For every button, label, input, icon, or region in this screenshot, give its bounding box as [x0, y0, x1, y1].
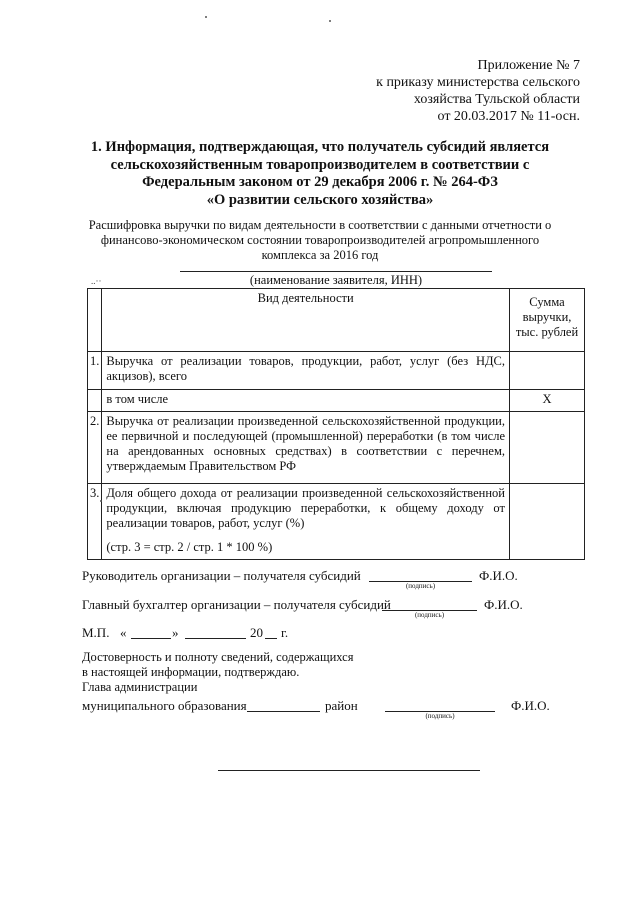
- table-row: [88, 390, 585, 412]
- confirmation-line: Глава администрации: [82, 680, 198, 694]
- subtitle-line: комплекса за 2016 год: [261, 248, 379, 262]
- appendix-line: хозяйства Тульской области: [413, 92, 580, 107]
- municipality-label: муниципального образования: [82, 698, 247, 713]
- confirmation-line: в настоящей информации, подтверждаю.: [82, 665, 300, 679]
- row-number: 2.: [88, 412, 102, 484]
- accountant-signature-hint: (подпись): [414, 611, 445, 619]
- head-admin-signature-hint: (подпись): [425, 712, 455, 720]
- date-year-prefix: 20: [250, 625, 263, 640]
- table-header-row: [88, 289, 585, 352]
- applicant-name-line[interactable]: [180, 271, 492, 272]
- scan-dots: ..··: [91, 276, 102, 286]
- header-activity: Вид деятельности: [102, 289, 510, 352]
- row-formula: (стр. 3 = стр. 2 / стр. 1 * 100 %): [106, 540, 273, 554]
- amount-cell[interactable]: [510, 412, 585, 484]
- table-row: [88, 352, 585, 390]
- row-text: в том числе: [102, 390, 510, 412]
- appendix-line: к приказу министерства сельского: [376, 75, 580, 90]
- document-title: [70, 139, 570, 209]
- document-subtitle: [70, 218, 570, 263]
- row-number: [88, 390, 102, 412]
- date-day-line[interactable]: [131, 638, 171, 639]
- title-line: сельскохозяйственным товаропроизводителем в соответствии с: [110, 156, 530, 173]
- confirmation-line: Достоверность и полноту сведений, содержащихся: [82, 650, 354, 664]
- amount-cell[interactable]: [510, 352, 585, 390]
- district-label: район: [325, 698, 358, 713]
- header-amount: Сумма выручки, тыс. рублей: [510, 289, 585, 352]
- date-year-suffix: г.: [281, 625, 289, 640]
- confirmation-block: [82, 650, 353, 695]
- amount-cell: X: [510, 390, 585, 412]
- accountant-fio: Ф.И.О.: [484, 597, 523, 612]
- appendix-line: Приложение № 7: [477, 58, 580, 73]
- date-year-line[interactable]: [265, 638, 277, 639]
- head-fio: Ф.И.О.: [479, 568, 518, 583]
- amount-cell[interactable]: [510, 484, 585, 560]
- row-text: Доля общего дохода от реализации произведенной сельскохозяйственной продукции, включая продукцию переработки, к общему доходу от реализации товаров, работ, услуг (%): [106, 486, 505, 530]
- subtitle-line: финансово-экономическом состоянии товаропроизводителей агропромышленного: [100, 233, 540, 247]
- title-line: 1. Информация, подтверждающая, что получатель субсидий является: [90, 139, 550, 155]
- header-num-cell: [88, 289, 102, 352]
- appendix-block: [376, 57, 580, 125]
- row-number: 3.: [88, 484, 102, 560]
- table-row: [88, 484, 585, 560]
- accountant-signature-label: Главный бухгалтер организации – получателя субсидий: [82, 597, 391, 612]
- title-line: «О развитии сельского хозяйства»: [206, 191, 434, 208]
- stamp-label: М.П.: [82, 625, 110, 640]
- head-signature-hint: (подпись): [405, 582, 436, 590]
- row-text: Выручка от реализации произведенной сельскохозяйственной продукции, ее первичной и последующей (промышленной) переработки (в том числе на арендованных основных средствах) в соответствии с перечнем, утверждаемым Правительством РФ: [102, 412, 510, 484]
- bottom-divider: [218, 770, 480, 771]
- scan-speck: [329, 20, 331, 22]
- row-number: 1.: [88, 352, 102, 390]
- date-quote-close: »: [172, 625, 179, 640]
- scan-speck: [100, 500, 102, 502]
- municipality-name-line[interactable]: [247, 711, 320, 712]
- subtitle-line: Расшифровка выручки по видам деятельности в соответствии с данными отчетности о: [88, 218, 552, 232]
- scan-speck: [205, 16, 207, 18]
- title-line: Федеральным законом от 29 декабря 2006 г. № 264-ФЗ: [142, 174, 498, 190]
- revenue-table: [87, 288, 585, 560]
- row-content: [102, 484, 510, 560]
- head-admin-fio: Ф.И.О.: [511, 698, 550, 713]
- date-month-line[interactable]: [185, 638, 246, 639]
- date-quote-open: «: [120, 625, 127, 640]
- appendix-line: от 20.03.2017 № 11-осн.: [437, 109, 580, 124]
- table-row: [88, 412, 585, 484]
- row-text: Выручка от реализации товаров, продукции, работ, услуг (без НДС, акцизов), всего: [102, 352, 510, 390]
- applicant-name-label: (наименование заявителя, ИНН): [249, 273, 423, 287]
- head-signature-label: Руководитель организации – получателя субсидий: [82, 568, 361, 583]
